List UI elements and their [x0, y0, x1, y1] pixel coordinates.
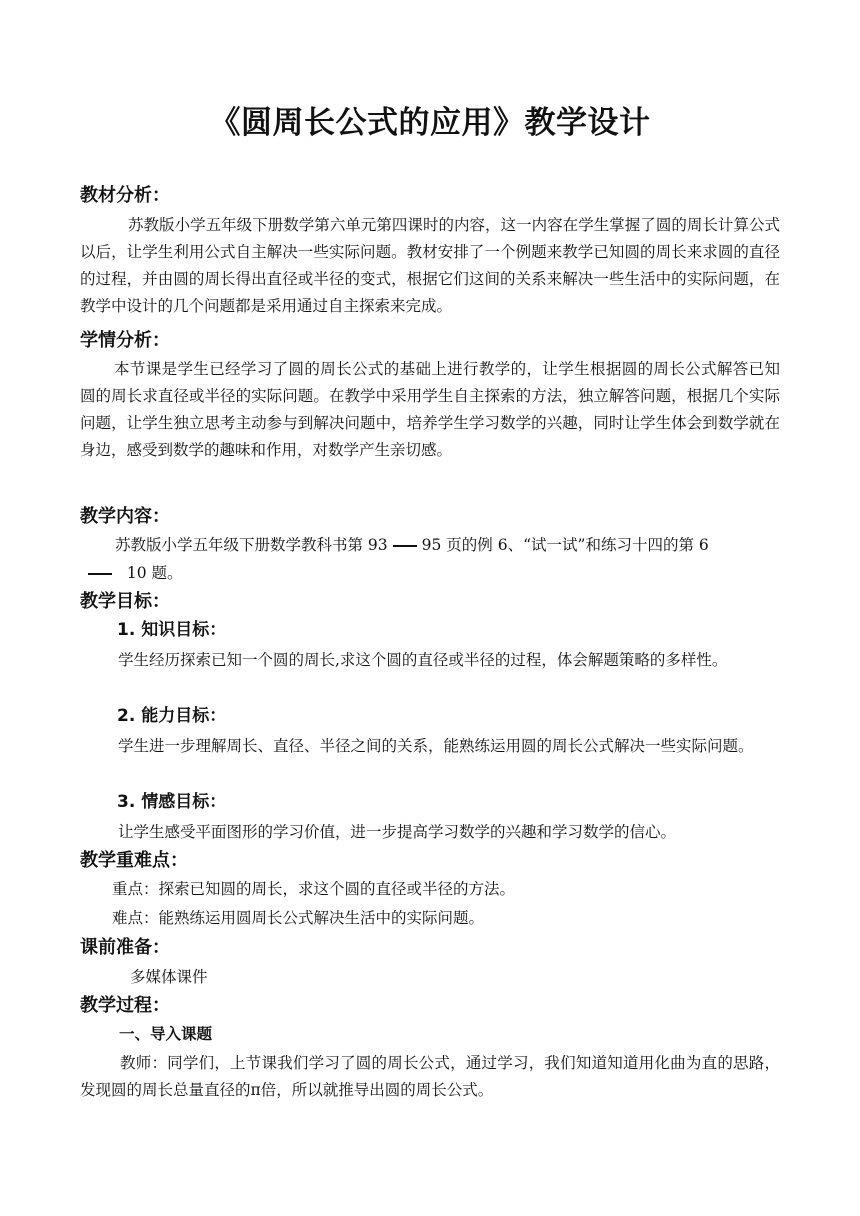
difficult-point-text: 难点：能熟练运用圆周长公式解决生活中的实际问题。	[112, 909, 485, 927]
teaching-content-line-2	[88, 560, 183, 587]
teaching-content-pages-end: 95 页的例 6、“试一试”和练习十四的第 6	[421, 536, 709, 554]
goal-ability-text: 学生进一步理解周长、直径、半径之间的关系，能熟练运用圆的周长公式解决一些实际问题。	[118, 737, 754, 755]
process-step-1-label: 一、导入课题	[119, 1025, 213, 1043]
heading-key-points: 教学重难点：	[80, 850, 188, 871]
goal-knowledge-text: 学生经历探索已知一个圆的周长,求这个圆的直径或半径的过程，体会解题策略的多样性。	[118, 651, 728, 669]
heading-teaching-process: 教学过程：	[80, 995, 170, 1016]
key-point-text: 重点：探索已知圆的周长，求这个圆的直径或半径的方法。	[112, 880, 516, 898]
goal-emotion-label: 3. 情感目标：	[117, 792, 227, 812]
preparation-text: 多媒体课件	[130, 968, 208, 986]
document-title: 《圆周长公式的应用》教学设计	[209, 105, 651, 141]
process-step-1-text: 教师：同学们，上节课我们学习了圆的周长公式，通过学习，我们知道知道用化曲为直的思路，发现圆的周长总量直径的π倍，所以就推导出圆的周长公式。	[80, 1054, 780, 1099]
teaching-content-pages-start: 苏教版小学五年级下册数学教科书第 93	[115, 536, 388, 554]
goal-emotion-text: 让学生感受平面图形的学习价值，进一步提高学习数学的兴趣和学习数学的信心。	[118, 823, 677, 841]
heading-teaching-goals: 教学目标：	[80, 591, 170, 612]
paragraph-student-analysis: 本节课是学生已经学习了圆的周长公式的基础上进行教学的，让学生根据圆的周长公式解答已知圆的周长求直径或半径的实际问题。在教学中采用学生自主探索的方法，独立解答问题，根据几个实际问题，让学生独立思考主动参与到解决问题中，培养学生学习数学的兴趣，同时让学生体会到数学就在身边，感受到数学的趣味和作用，对数学产生亲切感。	[80, 360, 780, 459]
heading-material-analysis: 教材分析：	[80, 185, 170, 206]
heading-preparation: 课前准备：	[80, 937, 170, 958]
goal-knowledge-label: 1. 知识目标：	[117, 620, 227, 640]
teaching-content-exercise-end: 10 题。	[126, 564, 183, 582]
goal-ability-label: 2. 能力目标：	[117, 706, 227, 726]
heading-student-analysis: 学情分析：	[80, 330, 170, 351]
range-dash	[88, 573, 112, 575]
heading-teaching-content: 教学内容：	[80, 506, 170, 527]
teaching-content-line-1	[115, 532, 709, 559]
range-dash	[393, 545, 417, 547]
paragraph-material-analysis: 苏教版小学五年级下册数学第六单元第四课时的内容，这一内容在学生掌握了圆的周长计算公式以后，让学生利用公式自主解决一些实际问题。教材安排了一个例题来教学已知圆的周长来求圆的直径的过程，并由圆的周长得出直径或半径的变式，根据它们这间的关系来解决一些生活中的实际问题，在教学中设计的几个问题都是采用通过自主探索来完成。	[80, 216, 780, 315]
